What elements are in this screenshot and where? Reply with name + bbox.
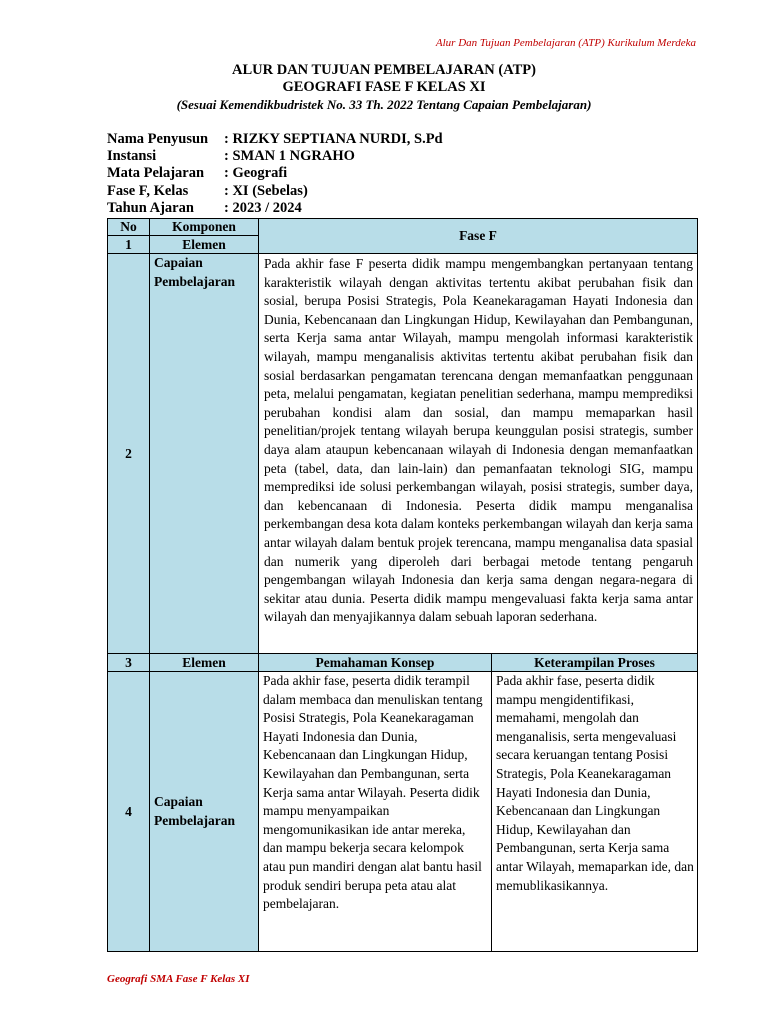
meta-value: : RIZKY SEPTIANA NURDI, S.Pd xyxy=(224,131,443,147)
meta-label: Fase F, Kelas xyxy=(107,182,189,199)
meta-row-institution xyxy=(107,148,443,165)
meta-row-year xyxy=(107,200,443,217)
header-komponen: Komponen xyxy=(150,219,259,236)
header-fase-f: Fase F xyxy=(259,219,698,254)
footer-note: Geografi SMA Fase F Kelas XI xyxy=(107,973,250,985)
title-line-3: (Sesuai Kemendikbudristek No. 33 Th. 2022 Tentang Capaian Pembelajaran) xyxy=(176,97,592,112)
row4-pemahaman-text: Pada akhir fase, peserta didik terampil dalam membaca dan menuliskan tentang Posisi Strategis, Pola Keanekaragaman Hayati Indonesia dan Dunia, Kebencanaan dan Lingkungan Hidup, Kewilayahan dan Pembangunan, serta Kerja sama antar Wilayah. Peserta didik mampu menyampaikan mengomunikasikan ide antar mereka, dan mampu bekerja secara kelompok atau pun mandiri dengan alat bantu hasil produk sendiri berupa peta atau alat pembelajaran. xyxy=(259,672,492,952)
row2-number: 2 xyxy=(108,254,150,654)
meta-row-subject xyxy=(107,165,443,182)
document-title-block xyxy=(0,62,768,114)
meta-label: Mata Pelajaran xyxy=(107,165,205,182)
atp-table xyxy=(107,218,698,952)
row3-komponen: Elemen xyxy=(150,654,259,672)
row2-capaian-text: Pada akhir fase F peserta didik mampu mengembangkan pertanyaan tentang karakteristik wilayah dengan aktivitas tertentu akibat perubahan fisik dan sosial, berupa Posisi Strategis, Pola Keanekaragaman Hayati Indonesia dan Dunia, Kebencanaan dan Lingkungan Hidup, Kewilayahan dan Pembangunan, serta Kerja sama antar Wilayah, mampu mengolah informasi karakteristik wilayah, mampu menganalisis aktivitas tertentu akibat perubahan fisik dan sosial berdasarkan pengamatan terencana dengan memanfaatkan penggunaan peta, melalui pengamatan, kegiatan penelitian sederhana, mampu memprediksi perubahan kondisi alam dan sosial, dan mampu memaparkan hasil penelitian/projek tentang wilayah berupa keunggulan posisi strategis, sumber daya alam ataupun kebencanaan wilayah di Indonesia dengan memanfaatkan peta (tabel, data, dan lain-lain) dan pemanfaatan teknologi SIG, mampu memprediksi ide solusi perkembangan wilayah, posisi strategis, sumber daya, dan kebencanaan di Indonesia. Peserta didik mampu menganalisa perkembangan desa kota dalam konteks perkembangan wilayah dan kerja sama antar wilayah dalam bentuk projek terencana, mampu menganalisa data spasial dan numerik yang diperoleh dari berbagai metode tentang pengaruh pengembangan wilayah Indonesia dan kerja sama dengan negara-negara di sekitar atau dunia. Peserta didik mampu mengevaluasi fakta kerja sama antar wilayah dan menyajikannya dalam sebuah laporan sederhana. xyxy=(259,254,698,654)
meta-row-author xyxy=(107,131,443,148)
table-row-2 xyxy=(108,254,698,654)
table-row-4 xyxy=(108,672,698,952)
row4-komponen: Capaian Pembelajaran xyxy=(150,672,259,952)
meta-value: : XI (Sebelas) xyxy=(224,182,308,199)
title-line-1: ALUR DAN TUJUAN PEMBELAJARAN (ATP) xyxy=(232,62,536,78)
meta-row-phase xyxy=(107,183,443,200)
row4-keterampilan-text: Pada akhir fase, peserta didik mampu mengidentifikasi, memahami, mengolah dan menganalisis, serta mengevaluasi secara keruangan tentang Posisi Strategis, Pola Keanekaragaman Hayati Indonesia dan Dunia, Kebencanaan dan Lingkungan Hidup, Kewilayahan dan Pembangunan, serta Kerja sama antar Wilayah, memaparkan ide, dan memublikasikannya. xyxy=(492,672,698,952)
meta-value: : SMAN 1 NGRAHO xyxy=(224,148,355,165)
table-header-row xyxy=(108,219,698,236)
row3-keterampilan-proses: Keterampilan Proses xyxy=(492,654,698,672)
meta-label: Instansi xyxy=(107,148,157,165)
title-line-2: GEOGRAFI FASE F KELAS XI xyxy=(282,79,486,95)
table-row-3 xyxy=(108,654,698,672)
header-no: No xyxy=(108,219,150,236)
row1-number: 1 xyxy=(108,236,150,254)
row3-number: 3 xyxy=(108,654,150,672)
row3-pemahaman-konsep: Pemahaman Konsep xyxy=(259,654,492,672)
meta-label: Nama Penyusun xyxy=(107,131,209,147)
row4-number: 4 xyxy=(108,672,150,952)
meta-label: Tahun Ajaran xyxy=(107,199,194,216)
header-note: Alur Dan Tujuan Pembelajaran (ATP) Kurikulum Merdeka xyxy=(435,37,696,49)
document-metadata xyxy=(107,131,443,217)
row2-komponen: Capaian Pembelajaran xyxy=(150,254,259,654)
meta-value: : 2023 / 2024 xyxy=(224,199,302,216)
row1-komponen: Elemen xyxy=(150,236,259,254)
meta-value: : Geografi xyxy=(224,165,288,182)
